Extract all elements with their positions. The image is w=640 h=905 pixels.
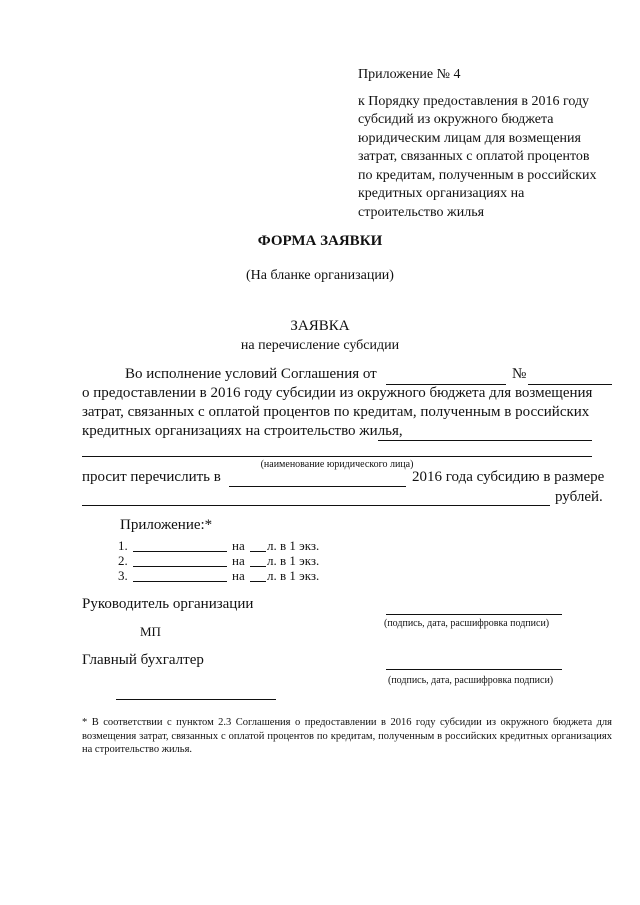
appendix-number: Приложение № 4 bbox=[358, 67, 461, 82]
body-line-5-right: 2016 года субсидию в размере bbox=[412, 469, 605, 485]
rubles-label: рублей. bbox=[555, 489, 603, 505]
attachment-na-label: на bbox=[232, 553, 245, 568]
form-subtitle: (На бланке организации) bbox=[246, 268, 394, 283]
agreement-number-label: № bbox=[512, 366, 527, 382]
accountant-label: Главный бухгалтер bbox=[82, 652, 204, 668]
head-signature-caption: (подпись, дата, расшифровка подписи) bbox=[384, 618, 550, 629]
appendix-ref-line: строительство жилья bbox=[358, 204, 485, 220]
attachment-number: 2. bbox=[118, 553, 128, 568]
attachment-pages-field[interactable] bbox=[250, 566, 266, 567]
body-line-1: Во исполнение условий Соглашения от bbox=[125, 366, 377, 382]
attachment-pages-field[interactable] bbox=[250, 551, 266, 552]
entity-name-field-2[interactable] bbox=[82, 456, 592, 457]
body-line-5-left: просит перечислить в bbox=[82, 469, 221, 485]
body-line-2: о предоставлении в 2016 году субсидии из окружного бюджета для возмещения bbox=[82, 385, 593, 401]
transfer-month-field[interactable] bbox=[229, 486, 406, 487]
form-title: ФОРМА ЗАЯВКИ bbox=[257, 233, 383, 249]
entity-name-caption: (наименование юридического лица) bbox=[260, 459, 414, 470]
attachment-copies-label: л. в 1 экз. bbox=[267, 538, 320, 553]
body-line-4: кредитных организациях на строительство жилья, bbox=[82, 423, 403, 439]
subsidy-amount-field[interactable] bbox=[82, 505, 550, 506]
appendix-ref-line: затрат, связанных с оплатой процентов bbox=[358, 149, 590, 164]
attachment-name-field[interactable] bbox=[133, 566, 227, 567]
head-label: Руководитель организации bbox=[82, 596, 254, 612]
attachment-na-label: на bbox=[232, 538, 245, 553]
application-title: ЗАЯВКА bbox=[290, 318, 350, 334]
attachment-pages-field[interactable] bbox=[250, 581, 266, 582]
attachment-copies-label: л. в 1 экз. bbox=[267, 553, 320, 568]
footnote-separator bbox=[116, 699, 276, 700]
accountant-signature-field[interactable] bbox=[386, 669, 562, 670]
attachment-copies-label: л. в 1 экз. bbox=[267, 568, 320, 583]
accountant-signature-caption: (подпись, дата, расшифровка подписи) bbox=[388, 675, 554, 686]
footnote: * В соответствии с пунктом 2.3 Соглашения о предоставлении в 2016 году субсидии из окружного бюджета для возмещения затрат, связанных с оплатой процентов по кредитам, полученным в российских кредитных организациях на строительство жилья. bbox=[82, 717, 612, 755]
appendix-header bbox=[358, 66, 628, 222]
stamp-label: МП bbox=[140, 624, 161, 639]
attachment-na-label: на bbox=[232, 568, 245, 583]
attachment-name-field[interactable] bbox=[133, 581, 227, 582]
attachment-number: 1. bbox=[118, 538, 128, 553]
appendix-ref-line: юридическим лицам для возмещения bbox=[358, 130, 581, 146]
appendix-ref-line: к Порядку предоставления в 2016 году bbox=[358, 93, 590, 109]
attachments-label: Приложение:* bbox=[120, 517, 213, 533]
entity-name-field-1[interactable] bbox=[378, 440, 592, 441]
body-line-3: затрат, связанных с оплатой процентов по кредитам, полученным в российских bbox=[82, 404, 590, 420]
appendix-ref-line: субсидий из окружного бюджета bbox=[358, 112, 554, 127]
head-signature-field[interactable] bbox=[386, 614, 562, 615]
appendix-ref-line: по кредитам, полученным в российских bbox=[358, 167, 597, 183]
appendix-ref-line: кредитных организациях на bbox=[358, 186, 525, 201]
attachment-number: 3. bbox=[118, 568, 128, 583]
attachment-name-field[interactable] bbox=[133, 551, 227, 552]
application-subtitle: на перечисление субсидии bbox=[240, 338, 400, 353]
